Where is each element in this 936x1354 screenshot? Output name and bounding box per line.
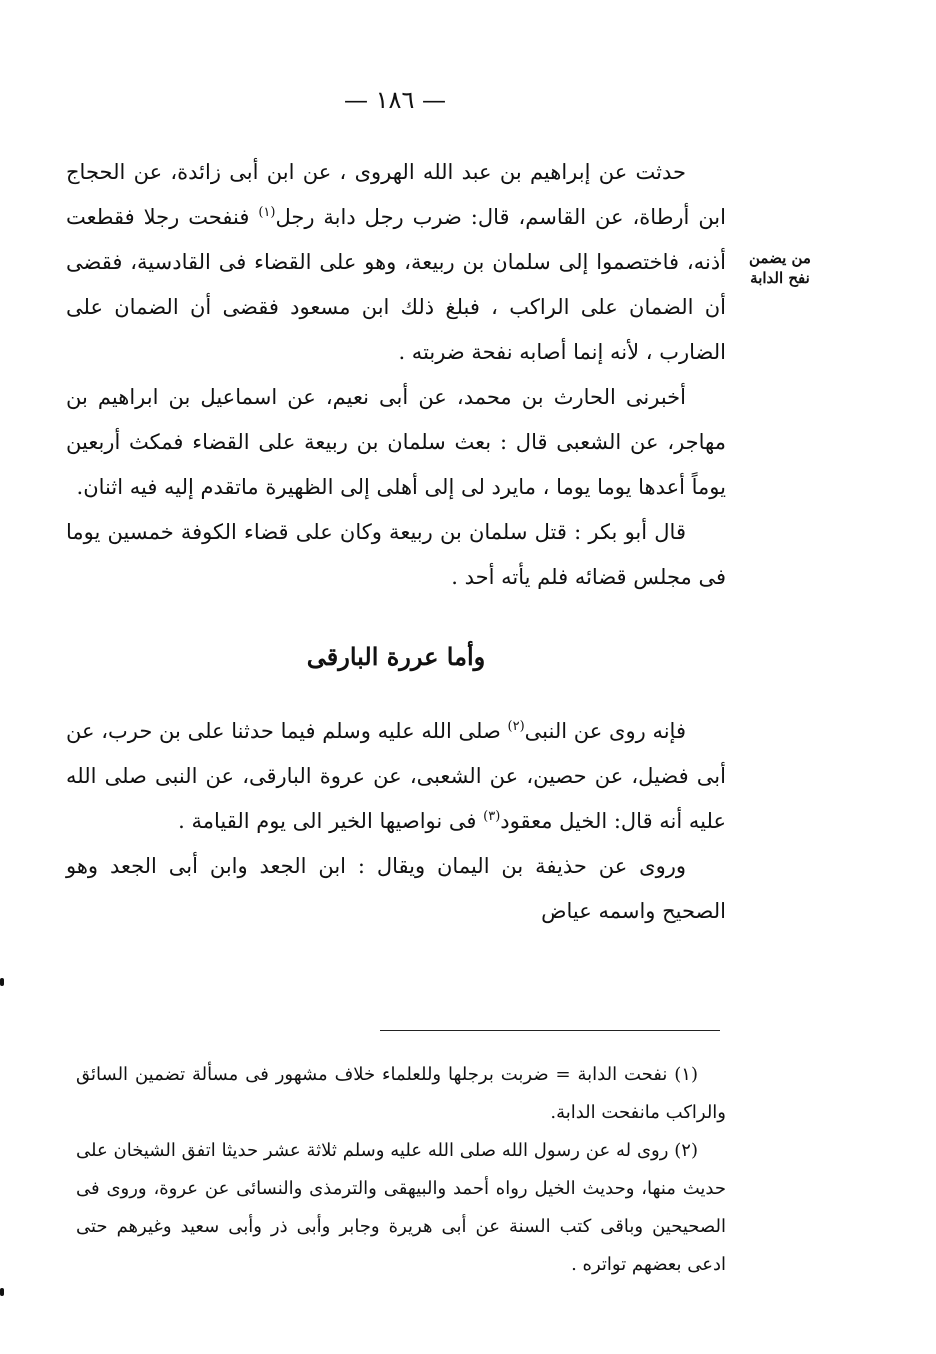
footnote-ref-2: (٢) xyxy=(507,719,525,734)
page-number: — ١٨٦ — xyxy=(344,86,446,114)
paragraph-1-text-rest: فنفحت رجلا فقطعت أذنه، فاختصموا إلى سلمان بن ربيعة، وهو على القضاء فى القادسية، فقضى أن الضمان على الراكب ، فبلغ ذلك ابن مسعود فقضى أن الضمان على الضارب ، لأنه إنما أصابه نفحة ضربته . xyxy=(66,205,726,364)
paragraph-4-text-c: فى نواصيها الخير الى يوم القيامة . xyxy=(178,809,484,833)
paragraph-4-text-b: صلى الله عليه وسلم فيما حدثنا على بن حرب، عن أبى فضيل، عن حصين، عن الشعبى، عن عروة البارقى، عن النبى صلى الله عليه أنه قال: الخيل معقود xyxy=(66,719,726,833)
section-heading: وأما عررة البارقى xyxy=(306,642,486,671)
footnote-ref-3: (٣) xyxy=(483,809,501,824)
paragraph-2: أخبرنى الحارث بن محمد، عن أبى نعيم، عن اسماعيل بن ابراهيم بن مهاجر، عن الشعبى قال : بعث سلمان بن ربيعة على القضاء فمكث أربعين يوماً أعدها يوما يوما ، مايرد لى إلى أهلى إلى الظهيرة ماتقدم إليه فيه اثنان. xyxy=(66,385,726,499)
margin-note xyxy=(740,248,820,288)
margin-note-line-2: نفح الدابة xyxy=(750,269,810,287)
footnote-ref-1: (١) xyxy=(258,205,276,220)
footnote-2: (٢) روى له عن رسول الله صلى الله عليه وسلم ثلاثة عشر حديثا اتفق الشيخان على حديث منها، وحديث الخيل رواه أحمد والبيهقى والترمذى والنسائى عن عروة، وروى فى الصحيحين وباقى كتب السنة عن أبى هريرة وجابر وأبى ذر وأبى سعيد وغيرهم حتى ادعى بعضهم تواتره . xyxy=(76,1140,726,1275)
footnote-divider xyxy=(380,1030,720,1031)
paragraph-4 xyxy=(66,709,726,844)
paragraph-5: وروى عن حذيفة بن اليمان ويقال : ابن الجعد وابن أبى الجعد وهو الصحيح واسمه عياض xyxy=(66,854,726,923)
paragraph-1 xyxy=(66,150,726,375)
scan-edge-mark xyxy=(0,978,4,986)
footnotes xyxy=(76,1056,726,1284)
paragraph-3: قال أبو بكر : قتل سلمان بن ربيعة وكان على قضاء الكوفة خمسين يوما فى مجلس قضائه فلم يأته أحد . xyxy=(66,520,726,589)
main-text xyxy=(66,150,726,934)
paragraph-4-text-a: فإنه روى عن النبى xyxy=(524,719,686,743)
paragraph-1-text: حدثت عن إبراهيم بن عبد الله الهروى ، عن ابن أبى زائدة، عن الحجاج ابن أرطاة، عن القاسم، قال: ضرب رجل دابة رجل xyxy=(66,160,726,229)
margin-note-line-1: من يضمن xyxy=(749,249,811,267)
footnote-1: (١) نفحت الدابة = ضربت برجلها وللعلماء خلاف مشهور فى مسألة تضمين السائق والراكب مانفحت الدابة. xyxy=(76,1064,726,1123)
scan-edge-mark xyxy=(0,1288,4,1296)
